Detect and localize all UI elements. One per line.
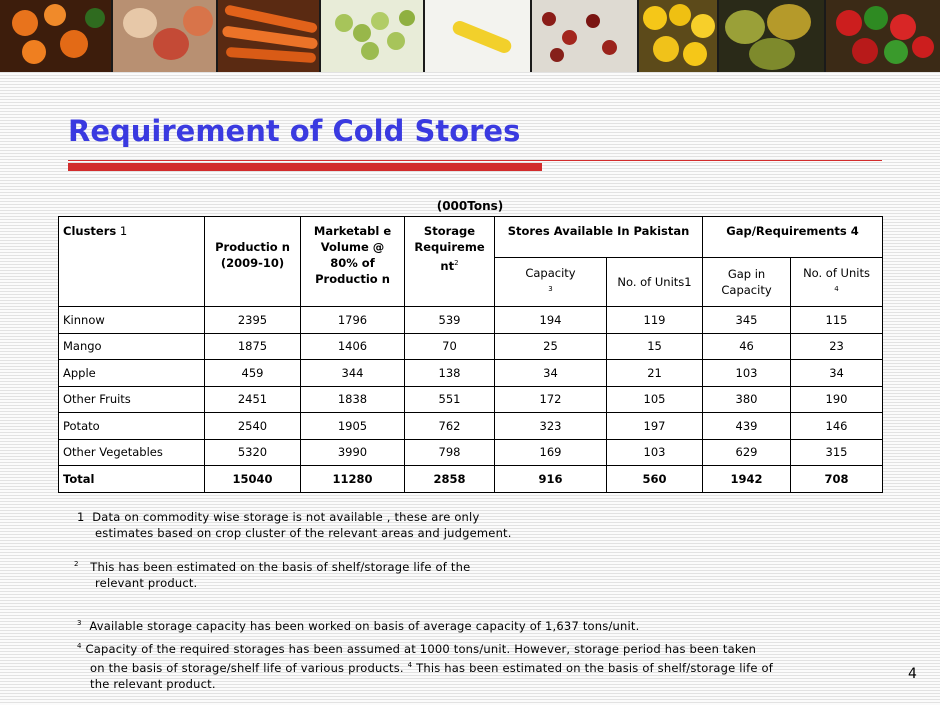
cell-units: 105 <box>607 386 703 413</box>
produce-banner <box>0 0 940 72</box>
citrus-image <box>639 0 719 72</box>
header-gap-requirements: Gap/Requirements 4 <box>703 217 883 258</box>
cell-capacity: 194 <box>495 307 607 334</box>
cell-production: 2395 <box>205 307 301 334</box>
header-units-needed: No. of Units $^4$ <box>791 258 883 307</box>
cell-gap-capacity: 46 <box>703 333 791 360</box>
footnote-3: $^3$ Available storage capacity has been worked on basis of average capacity of 1,637 tons/unit. <box>77 618 640 633</box>
cell-production: 459 <box>205 360 301 387</box>
cell-gap-units: 146 <box>791 413 883 440</box>
cell-units: 21 <box>607 360 703 387</box>
cell-production: 2451 <box>205 386 301 413</box>
cell-production: 2540 <box>205 413 301 440</box>
cell-marketable: 1796 <box>301 307 405 334</box>
header-capacity: Capacity $^3$ <box>495 258 607 307</box>
cell-gap-capacity: 380 <box>703 386 791 413</box>
cell-marketable: 1905 <box>301 413 405 440</box>
cell-units: 197 <box>607 413 703 440</box>
cell-capacity: 34 <box>495 360 607 387</box>
cell-storage: 70 <box>405 333 495 360</box>
cell-capacity: 916 <box>495 466 607 493</box>
cell-production: 5320 <box>205 439 301 466</box>
header-production: Productio n (2009-10) <box>205 217 301 307</box>
pepper-image <box>826 0 940 72</box>
cell-gap-units: 190 <box>791 386 883 413</box>
cell-units: 103 <box>607 439 703 466</box>
cell-capacity: 25 <box>495 333 607 360</box>
cell-storage: 539 <box>405 307 495 334</box>
cell-cluster: Total <box>59 466 205 493</box>
cell-gap-capacity: 103 <box>703 360 791 387</box>
cell-storage: 2858 <box>405 466 495 493</box>
cold-stores-table <box>58 216 883 493</box>
cell-storage: 798 <box>405 439 495 466</box>
header-clusters: Clusters 1 <box>59 217 205 307</box>
cell-capacity: 169 <box>495 439 607 466</box>
title-rule-thin <box>68 160 882 161</box>
cell-marketable: 344 <box>301 360 405 387</box>
grape-image <box>321 0 425 72</box>
table-row <box>59 439 883 466</box>
cell-gap-units: 115 <box>791 307 883 334</box>
cell-gap-units: 34 <box>791 360 883 387</box>
cell-gap-units: 315 <box>791 439 883 466</box>
cell-marketable: 11280 <box>301 466 405 493</box>
cell-cluster: Potato <box>59 413 205 440</box>
carrot-image <box>218 0 321 72</box>
table-row <box>59 333 883 360</box>
cherry-image <box>532 0 639 72</box>
mango-image <box>719 0 826 72</box>
header-gap-in-capacity: Gap in Capacity <box>703 258 791 307</box>
cell-gap-capacity: 345 <box>703 307 791 334</box>
units-label: (000Tons) <box>436 199 504 213</box>
table-row <box>59 386 883 413</box>
cell-gap-units: 708 <box>791 466 883 493</box>
table-row <box>59 413 883 440</box>
table-total-row <box>59 466 883 493</box>
cell-gap-capacity: 439 <box>703 413 791 440</box>
header-no-of-units: No. of Units1 <box>607 258 703 307</box>
cell-cluster: Other Fruits <box>59 386 205 413</box>
cell-gap-capacity: 629 <box>703 439 791 466</box>
cell-cluster: Apple <box>59 360 205 387</box>
header-storage: Storage Requireme $nt^2$ <box>405 217 495 307</box>
cell-production: 1875 <box>205 333 301 360</box>
banana-image <box>425 0 532 72</box>
table-row <box>59 307 883 334</box>
cell-capacity: 323 <box>495 413 607 440</box>
footnote-1: 1 Data on commodity wise storage is not available , these are only estimates based on crop cluster of the relevant areas and judgement. <box>77 510 512 540</box>
cell-marketable: 3990 <box>301 439 405 466</box>
cell-gap-units: 23 <box>791 333 883 360</box>
cell-storage: 551 <box>405 386 495 413</box>
cell-cluster: Other Vegetables <box>59 439 205 466</box>
header-stores-available: Stores Available In Pakistan <box>495 217 703 258</box>
peach-fruit-image <box>113 0 218 72</box>
cell-gap-capacity: 1942 <box>703 466 791 493</box>
cell-units: 119 <box>607 307 703 334</box>
orange-fruit-image <box>0 0 113 72</box>
header-marketable: Marketabl e Volume @ 80% of Productio n <box>301 217 405 307</box>
cell-marketable: 1838 <box>301 386 405 413</box>
cell-cluster: Kinnow <box>59 307 205 334</box>
table-row <box>59 360 883 387</box>
cell-capacity: 172 <box>495 386 607 413</box>
cell-storage: 762 <box>405 413 495 440</box>
cell-cluster: Mango <box>59 333 205 360</box>
cell-production: 15040 <box>205 466 301 493</box>
page-title: Requirement of Cold Stores <box>68 114 521 148</box>
cell-marketable: 1406 <box>301 333 405 360</box>
page-number: 4 <box>908 666 917 682</box>
cell-storage: 138 <box>405 360 495 387</box>
cell-units: 560 <box>607 466 703 493</box>
footnote-4: $^4$ Capacity of the required storages has been assumed at 1000 tons/unit. However, storage period has been taken on the basis of storage/shelf life of various products. $^4$ This has been estimated on the basis of shelf/storage life of the relevant product. <box>77 641 773 691</box>
title-rule-thick <box>68 163 542 171</box>
footnote-2: $^2$ This has been estimated on the basis of shelf/storage life of the relevant product. <box>74 559 471 590</box>
cell-units: 15 <box>607 333 703 360</box>
